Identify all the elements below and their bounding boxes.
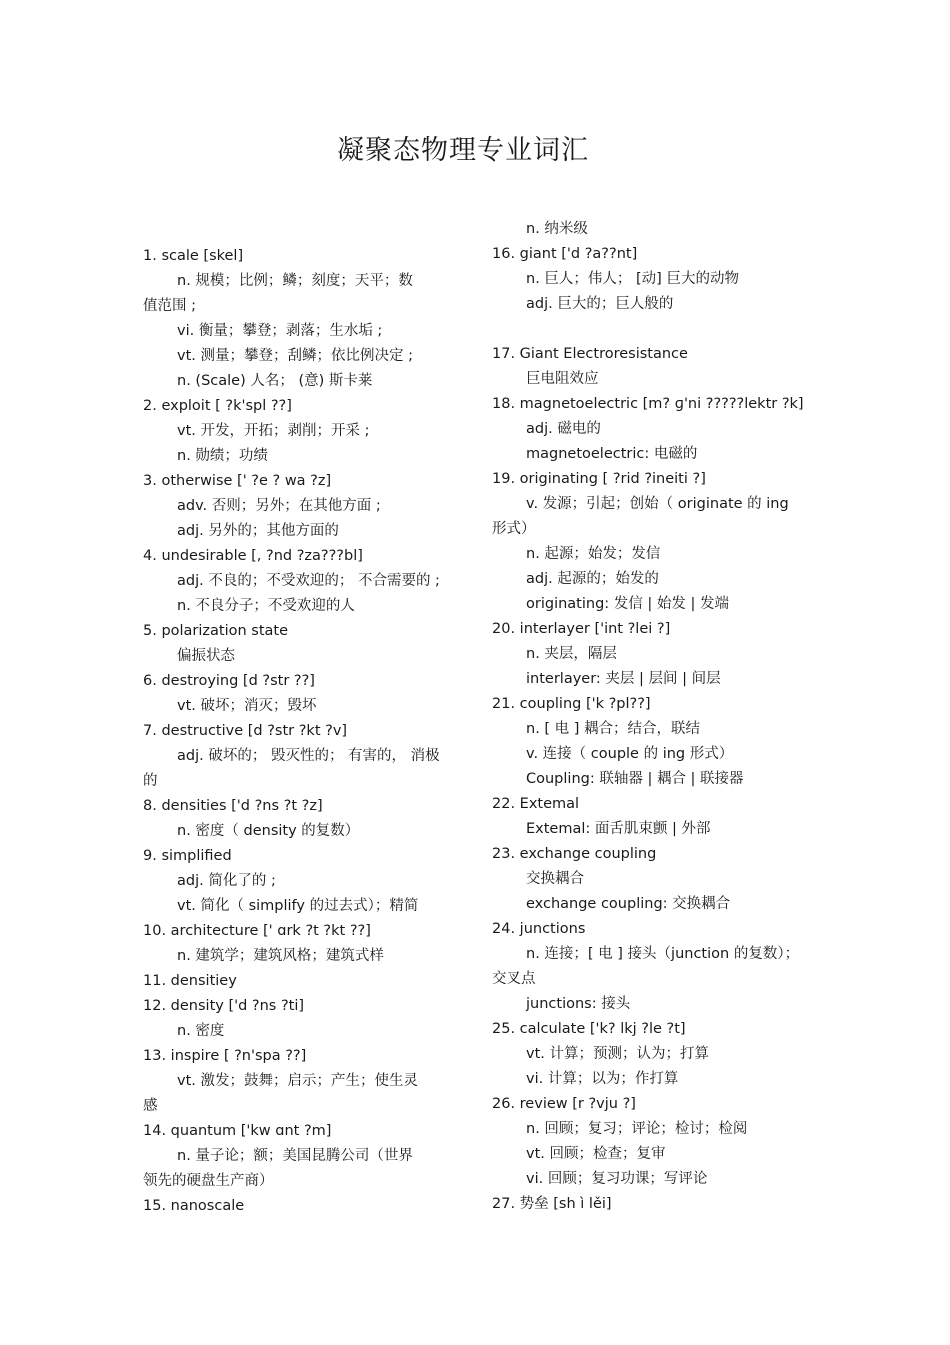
vocab-definition-line: adj. 简化了的 ; — [177, 873, 276, 889]
vocab-entry-heading: 15. nanoscale — [143, 1198, 245, 1214]
vocab-definition-continuation: 交叉点 — [492, 971, 536, 987]
vocab-definition-line: exchange coupling: 交换耦合 — [526, 896, 731, 912]
vocab-definition-line: vt. 开发，开拓；剥削；开采 ; — [177, 423, 370, 439]
vocab-entry-heading: 16. giant ['d ?a??nt] — [492, 246, 638, 262]
vocab-definition-continuation: 的 — [143, 773, 158, 789]
vocab-definition-line: vt. 激发；鼓舞；启示；产生；使生灵 — [177, 1073, 418, 1089]
vocab-definition-line: v. 连接（ couple 的 ing 形式） — [526, 746, 734, 762]
vocab-entry-heading: 3. otherwise [' ?e ? wa ?z] — [143, 473, 332, 489]
page-title: 凝聚态物理专业词汇 — [337, 135, 589, 166]
vocab-entry-heading: 25. calculate ['k? lkj ?le ?t] — [492, 1021, 686, 1037]
vocab-definition-line: adj. 另外的；其他方面的 — [177, 523, 339, 539]
blank-line — [492, 320, 812, 345]
vocab-entry-heading: 6. destroying [d ?str ??] — [143, 673, 315, 689]
right-column — [492, 220, 812, 1220]
vocab-definition-line: magnetoelectric: 电磁的 — [526, 446, 698, 462]
vocab-entry-heading: 7. destructive [d ?str ?kt ?v] — [143, 723, 348, 739]
vocab-definition-line: vt. 测量；攀登；刮鳞；依比例决定 ; — [177, 348, 413, 364]
vocab-definition-line: adj. 巨大的；巨人般的 — [526, 296, 674, 312]
vocab-definition-line: n. 勋绩；功绩 — [177, 448, 268, 464]
vocab-entry-heading: 5. polarization state — [143, 623, 289, 639]
vocab-definition-line: n. 规模；比例；鳞；刻度；天平；数 — [177, 273, 413, 289]
vocab-definition-line: n. 量子论；额；美国昆腾公司（世界 — [177, 1148, 413, 1164]
vocab-definition-line: vt. 破坏；消灭；毁坏 — [177, 698, 317, 714]
vocab-definition-line: 偏振状态 — [177, 648, 235, 664]
vocab-entry-heading: 20. interlayer ['int ?lei ?] — [492, 621, 671, 637]
vocab-entry-heading: 2. exploit [ ?k'spl ??] — [143, 398, 292, 414]
vocab-definition-line: junctions: 接头 — [526, 996, 631, 1012]
vocab-entry-heading: 4. undesirable [, ?nd ?za???bl] — [143, 548, 363, 564]
vocab-definition-line: n. 密度（ density 的复数） — [177, 823, 360, 839]
vocab-definition-line: n. [ 电 ] 耦合；结合，联结 — [526, 721, 701, 737]
vocab-entry-heading: 13. inspire [ ?n'spa ??] — [143, 1048, 307, 1064]
vocab-definition-line: interlayer: 夹层 | 层间 | 间层 — [526, 671, 721, 687]
vocab-entry-heading: 23. exchange coupling — [492, 846, 657, 862]
vocab-definition-line: vt. 计算；预测；认为；打算 — [526, 1046, 709, 1062]
vocab-entry-heading: 17. Giant Electroresistance — [492, 346, 688, 362]
vocab-entry-heading: 1. scale [skel] — [143, 248, 244, 264]
vocab-definition-line: v. 发源；引起；创始（ originate 的 ing — [526, 496, 789, 512]
vocab-definition-line: n. 夹层，隔层 — [526, 646, 617, 662]
vocab-entry-heading: 10. architecture [' ɑrk ?t ?kt ??] — [143, 923, 371, 939]
vocab-definition-line: n. 密度 — [177, 1023, 225, 1039]
vocab-entry-heading: 14. quantum ['kw ɑnt ?m] — [143, 1123, 332, 1139]
vocab-entry-heading: 12. density ['d ?ns ?ti] — [143, 998, 305, 1014]
vocab-entry-heading: 21. coupling ['k ?pl??] — [492, 696, 651, 712]
vocab-definition-line: Coupling: 联轴器 | 耦合 | 联接器 — [526, 771, 744, 787]
vocab-definition-line: n. 起源；始发；发信 — [526, 546, 661, 562]
vocab-entry-heading: 9. simplified — [143, 848, 232, 864]
vocab-entry-heading: 18. magnetoelectric [m? ɡ'ni ?????lektr ?k] — [492, 396, 804, 412]
vocab-definition-continuation: 领先的硬盘生产商） — [143, 1173, 274, 1189]
vocab-definition-line: originating: 发信 | 始发 | 发端 — [526, 596, 729, 612]
vocab-definition-line: vi. 衡量；攀登；剥落；生水垢 ; — [177, 323, 383, 339]
vocab-definition-line: n. 连接；[ 电 ] 接头（junction 的复数）； — [526, 946, 800, 962]
vocab-definition-line: 交换耦合 — [526, 871, 584, 887]
vocab-definition-continuation: 感 — [143, 1098, 158, 1114]
vocab-entry-heading: 8. densities ['d ?ns ?t ?z] — [143, 798, 323, 814]
left-column — [143, 247, 473, 1222]
vocab-definition-line: 巨电阻效应 — [526, 371, 599, 387]
vocab-definition-line: vt. 回顾；检查；复审 — [526, 1146, 666, 1162]
vocab-definition-line: Extemal: 面舌肌束颤 | 外部 — [526, 821, 711, 837]
vocab-definition-line: adj. 不良的；不受欢迎的； 不合需要的 ; — [177, 573, 440, 589]
vocab-definition-line: n. 不良分子；不受欢迎的人 — [177, 598, 355, 614]
vocab-definition-line: vi. 计算；以为；作打算 — [526, 1071, 679, 1087]
vocab-entry-heading: 22. Extemal — [492, 796, 580, 812]
vocab-definition-line: adv. 否则；另外；在其他方面 ; — [177, 498, 381, 514]
vocab-definition-line: vi. 回顾；复习功课；写评论 — [526, 1171, 708, 1187]
vocab-definition-line: n. 纳米级 — [526, 221, 588, 237]
vocab-entry-heading: 27. 势垒 [sh ì lěi] — [492, 1196, 612, 1212]
vocab-definition-line: n. 回顾；复习；评论；检讨；检阅 — [526, 1121, 748, 1137]
vocab-definition-continuation: 值范围 ; — [143, 298, 196, 314]
vocab-entry-heading: 11. densitiey — [143, 973, 237, 989]
vocab-entry-heading: 24. junctions — [492, 921, 586, 937]
vocab-entry-heading: 19. originating [ ?rid ?ineiti ?] — [492, 471, 706, 487]
vocab-entry-heading: 26. review [r ?vju ?] — [492, 1096, 636, 1112]
vocab-definition-line: n. 建筑学；建筑风格；建筑式样 — [177, 948, 384, 964]
vocab-definition-line: n. 巨人；伟人； [动] 巨大的动物 — [526, 271, 739, 287]
vocab-definition-line: adj. 起源的；始发的 — [526, 571, 659, 587]
vocab-definition-line: adj. 破坏的； 毁灭性的； 有害的， 消极 — [177, 748, 440, 764]
vocab-definition-line: n. (Scale) 人名； (意) 斯卡莱 — [177, 373, 373, 389]
vocab-definition-line: vt. 简化（ simplify 的过去式）；精简 — [177, 898, 419, 914]
vocab-definition-line: adj. 磁电的 — [526, 421, 601, 437]
vocab-definition-continuation: 形式） — [492, 521, 536, 537]
